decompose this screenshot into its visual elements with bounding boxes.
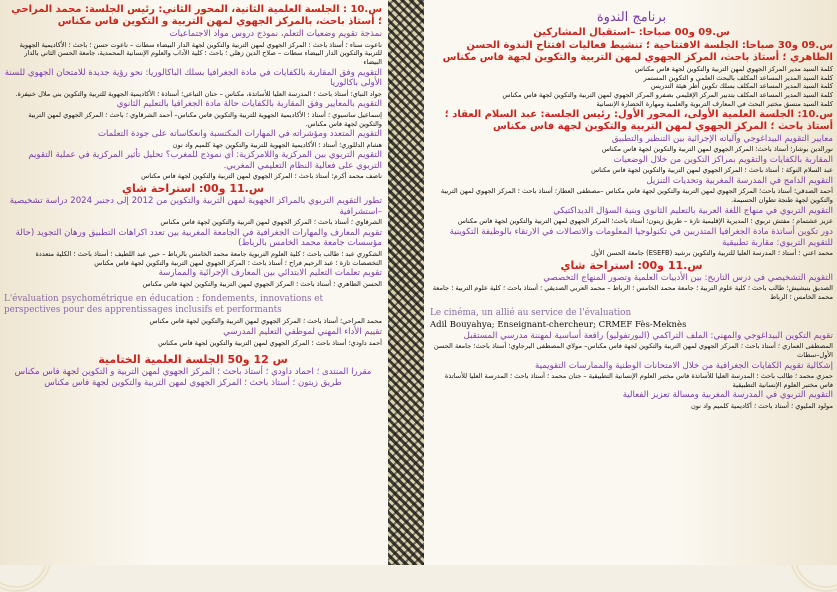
opening-time: س.09 و00 صباحا: –استقبال المشاركين — [533, 27, 730, 38]
right-talk-author: أحمد الصدقي؛ أستاذ باحث؛ المركز الجهوي لمهن التربية والتكوين لجهة فاس مكناس –مصطفى العطار؛ أستاذ باحث ؛ المركز الجهوي لمهن التربية والتكوين لجهة طنجة تطوان الحسيمة. — [440, 187, 833, 205]
right-talk-author: عبد السلام النوكة ؛ أستاذ باحث ؛ المركز الجهوي لمهن التربية والتكوين لجهة فاس مكناس — [591, 166, 833, 175]
right-break: س.11 و00: استراحة شاي — [560, 258, 703, 272]
left-talk-author: ناصف محمد أكرم؛ أستاذ باحث ؛ المركز الجهوي لمهن التربية والتكوين لجهة فاس مكناس — [141, 172, 382, 181]
left-talk-author: جواد النباي؛ أستاذ باحث ؛ المدرسة العليا للأساتذة، مكناس – حنان التباعي؛ أستاذة ؛ الأكاديمية الجهوية للتربية والتكوين بني ملال خنيفرة. — [15, 89, 382, 98]
right-column — [424, 0, 837, 565]
left-talk-title: نمذجة تقويم وضعيات التعلم، نموذج دروس مواد الاجتماعيات — [169, 29, 382, 39]
right-talk-title: تقويم التكوين البيداغوجي والمهني: الملف التراكمي (البورتفوليو) رافعة أساسية لمهننة مدرسي المستقبل — [463, 330, 833, 341]
speech-item: كلمة السيد مدير المركز الجهوي لمهن التربية والتكوين لجهة فاس مكناس — [635, 65, 833, 73]
left-talk-author: الحسن الطاهري ؛ أستاذ باحث ؛ المركز الجهوي لمهن التربية والتكوين لجهة فاس مكناس — [142, 279, 382, 288]
right-fr-title: Le cinéma, un allié au service de l'évaluation — [430, 307, 632, 318]
right-talk-author: الصديق بنبشيش؛ طالب باحث ؛ كلية علوم التربية ؛ جامعة محمد الخامس ؛ الرباط – محمد العربي الصديقي ؛ أستاذ باحث ؛ كلية علوم التربية ؛ جامعة محمد الخامس ؛ الرباط — [432, 284, 833, 301]
left-closing-time: س 12 و50 الجلسة العلمية الختامية — [98, 353, 288, 367]
speech-item: كلمة السيد منسق مختبر البحث في المعارف التربوية والعلمية ومهارة الحضارة الإنسانية — [596, 99, 833, 108]
right-talk-title: التقويم التربوي في المدرسة المغربية ومسالة تعزيز الفعالية — [622, 390, 833, 401]
right-fr-author: Adil Bouyahya; Enseignant-chercheur; CRMEF Fès-Meknès — [430, 319, 687, 330]
left-talk-author: ناعوت سناء ؛ أستاذ باحث ؛ المركز الجهوي لمهن التربية والتكوين لجهة الدار البيضاء سطات – ناعوت حسن ؛ باحث ؛ الأكاديمية الجهوية للتربية والتكوين الدار البيضاء سطات – صلاح الدين زهلي ؛ باحث ؛ كلية الآداب والعلوم الإنسانية المحمدية، جامعة الحسن الثاني بالدار البيضاء — [19, 40, 382, 66]
left-talk-author: الشكوري عبد ؛ طالب باحث ؛ كلية العلوم التربوية جامعة محمد الخامس بالرباط – حيي عبد اللطيف ؛ أستاذ باحث ؛ الكلية متعددة التخصصات تازة ؛ عبد الرحيم فراح ؛ أستاذ باحث ؛ المركز الجهوي لمهن التربية والتكوين لجهة فاس مكناس — [35, 249, 382, 267]
right-talk-author: حمزي محمد ؛ طالب باحث ؛ المدرسة العليا للأساتذة فاس مختبر العلوم الإنسانية التطبيقية – جنان محمد ؛ أستاذ باحث ؛ المدرسة العليا للأساتذة فاس مختبر العلوم الإنسانية التطبيقية — [444, 372, 833, 389]
right-talk-title: التقويم التربوي في منهاج اللغة العربية بالتعليم الثانوي وبنية السؤال الديداكتيكي — [553, 205, 833, 216]
ornament-divider — [388, 0, 424, 565]
left-talk-author: إسماعيل ساسيوي ؛ أستاذ ؛ الأكاديمية الجهوية للتربية والتكوين فاس مكناس– أحمد الشرقاوي ؛ باحث ؛ المركز الجهوي لمهن التربية والتكوين لجهة فاس مكناس. — [28, 110, 382, 128]
opening-session: س.09 و30 صباحا: الجلسة الافتتاحية ؛ تنشيط فعاليات افتتاح الندوة الحسن الطاهري ؛ أستاذ باحث، المركز الجهوي لمهن التربية والتكوين لجهة فاس مكناس — [442, 40, 833, 63]
program-title: برنامج الندوة — [596, 10, 667, 25]
left-talk-title: تطور التقويم التربوي بالمراكز الجهوية لمهن التربية والتكوين من 2012 إلى دجنبر 2024 دراسة تشخيصية –استشرافية — [9, 196, 382, 217]
left-break: س.11 و00: استراحة شاي — [121, 182, 265, 196]
left-last-author: أحمد داودي؛ أستاذ باحث ؛ المركز الجهوي لمهن التربية والتكوين لجهة فاس مكناس — [158, 338, 382, 347]
left-session-header: س.10 : الجلسة العلمية الثانية، المحور الثاني: رئيس الجلسة: محمد المراحي ؛ أستاذ باحث، بالمركز الجهوي لمهن التربية و التكوين فاس مكناس — [11, 4, 382, 27]
left-talk-title: تقويم المعارف والمهارات الجغرافية في الجامعة المغربية بين تعدد اكراهات التطبيق ورهان التجويد (حالة مؤسسات جامعة محمد الخامس بالرباط) — [15, 227, 382, 249]
speech-item: كلمة السيد المدير المساعد المكلف بالبحث العلمي و التكوين المستمر — [643, 73, 833, 82]
left-talk-title: التقويم التربوي بين المركزية واللامركزية: أي نموذج للمغرب؟ تحليل تأثير المركزية في عملية التقويم التربوي على فعالية النظام التعليمي المغربي. — [28, 150, 382, 171]
left-column — [0, 0, 388, 565]
right-talk-title: التقويم الدامج في المدرسة المغربية وتحديات التنزيل — [646, 175, 833, 186]
left-talk-author: هشام الدللوري؛ أستاذ ؛ الأكاديمية الجهوية للتربية والتكوين جهة كلميم واد نون — [172, 140, 382, 149]
left-fr-title: L'évaluation psychométrique en éducation : fondements, innovations et perspectives pour des apprentissages inclusifs et performants — [4, 294, 324, 316]
left-fr-author: محمد المراحي؛ أستاذ باحث ؛ المركز الجهوي لمهن التربية والتكوين لجهة فاس مكناس — [149, 317, 382, 326]
right-talk-title: دور تكوين أساتذة مادة الجغرافيا المتدربين في تكنولوجيا المعلومات والاتصالات في الارتقاء بالوظيفة التكوينية للتقويم التربوي: مقاربة تطبيقية — [449, 227, 833, 248]
left-talk-title: التقويم بالمعايير وفق المقاربة بالكفايات حالة مادة الجغرافيا بالتعليم الثانوي — [116, 99, 382, 110]
speech-item: كلمة السيد المدير المساعد المكلف بتدبير المركز الإقليمي بصفرو المركز الجهوي لمهن التربية والتكوين لجهة فاس مكناس — [502, 91, 833, 100]
left-talk-title: التقويم المتعدد ومؤشراته في المهارات المكتسبة وانعكاساته على جودة التعلمات — [97, 129, 382, 140]
left-talk-author: الشرقاوي ؛ أستاذ باحث ؛ المركز الجهوي لمهن التربية والتكوين لجهة فاس مكناس — [160, 218, 382, 227]
right-talk-author: المصطفى العماري ؛ أستاذ باحث ؛ المركز الجهوي لمهن التربية والتكوين لجهة فاس مكناس– مولاي المصطفى البرجاوي؛ أستاذ باحث؛ جامعة الحسن الأول–سطات — [433, 342, 833, 359]
right-session-header: س.10: الجلسة العلمية الأولى، المحور الأول: رئيس الجلسة: عبد السلام العقاد ؛ أستاذ باحث ؛ المركز الجهوي لمهن التربية والتكوين لجهة فاس مكناس — [444, 108, 833, 132]
right-talk-author: مولود المليوي ؛ أستاذ باحث ؛ أكاديمية كلميم واد نون — [690, 401, 833, 410]
left-closing-body: مقررا المنتدى ؛ احماد داودي ؛ أستاذ باحث ؛ المركز الجهوي لمهن التربية و التكوين لجهة فاس مكناس طريق زيتون ؛ أستاذ باحث ؛ المركز الجهوي لمهن التربية والتكوين لجهة فاس مكناس — [14, 367, 372, 388]
left-last-title: تقييم الأداء المهني لموظفي التعليم المدرسي — [223, 327, 382, 338]
right-talk-title: إشكالية تقويم الكفايات الجغرافية من خلال الامتحانات الوطنية والممارسات التقويمية — [535, 360, 833, 371]
right-talk-title: التقويم التشخيصي في درس التاريخ: بين الأدبيات العلمية وتصور المنهاج التخصصي — [543, 272, 833, 283]
right-talk-author: نورالدين بوشار؛ أستاذ باحث؛ المركز الجهوي لمهن التربية والتكوين لجهة فاس مكناس — [601, 145, 833, 154]
left-talk-title: التقويم وفق المقاربة بالكفايات في مادة الجغرافيا بسلك الباكالوريا: نحو رؤية جديدة للامتحان الجهوي للسنة الأولى باكالوريا — [4, 67, 382, 89]
left-talk-title: تقويم تعلمات التعليم الابتدائي بين المعارف الإجرائية والممارسة — [158, 268, 382, 279]
right-talk-title: المقاربة بالكفايات والتقويم بمراكز التكوين من خلال الوضعيات — [613, 154, 833, 165]
speech-item: كلمة السيد المدير المساعد المكلف بسلك تكوين أطر هيئة التدريس — [650, 82, 833, 91]
right-talk-author: محمد اعني ؛ أستاذ ؛ المدرسة العليا للتربية والتكوين برشيد (ESEFB) جامعة الحسن الأول — [590, 249, 833, 258]
right-talk-author: عزيز عشتمام ؛ مفتش تربوي ؛ المديرية الإقليمية تازة – طريق زيتون؛ أستاذ باحث؛ المركز الجهوي لمهن التربية والتكوين لجهة فاس مكناس — [457, 217, 833, 226]
right-talk-title: معايير التقويم البيداغوجي وآلياته الإجرائية بين التنظير والتطبيق — [611, 133, 833, 144]
